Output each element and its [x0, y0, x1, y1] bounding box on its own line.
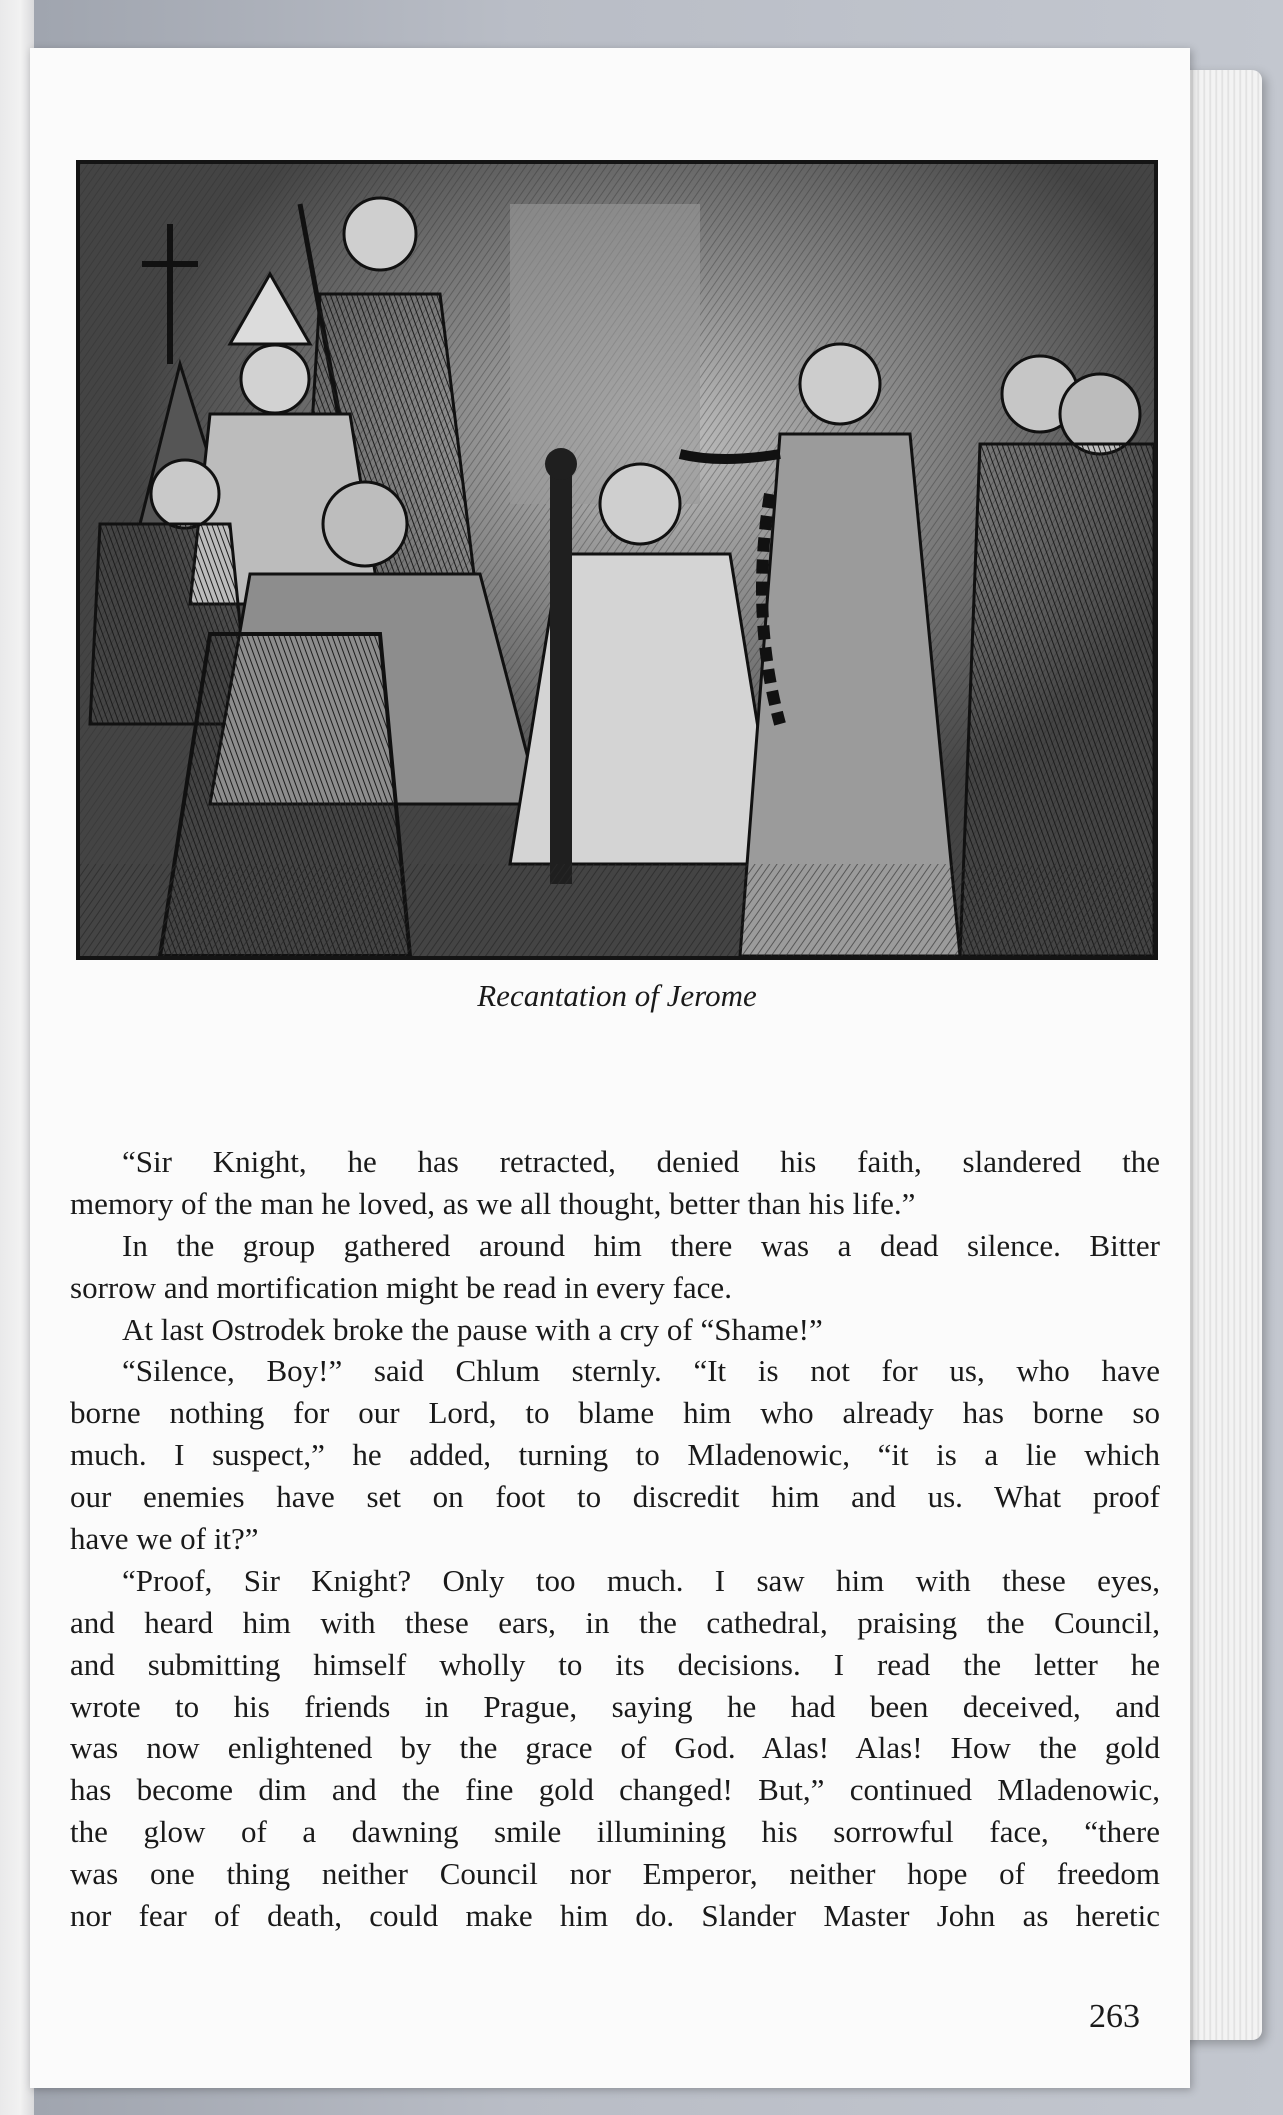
text-line: At last Ostrodek broke the pause with a cry of “Shame!”: [122, 1311, 823, 1347]
text-line: borne nothing for our Lord, to blame him who already has borne so: [70, 1395, 1160, 1431]
body-text: [70, 1141, 1160, 1937]
illustration-caption: Recantation of Jerome: [477, 978, 757, 1013]
text-line: was now enlightened by the grace of God. Alas! Alas! How the gold: [70, 1730, 1160, 1766]
text-line: memory of the man he loved, as we all thought, better than his life.”: [70, 1185, 916, 1221]
text-line: and heard him with these ears, in the cathedral, praising the Council,: [70, 1604, 1160, 1640]
text-line: the glow of a dawning smile illumining his sorrowful face, “there: [70, 1814, 1160, 1850]
facing-page-edge: [0, 0, 34, 2115]
text-line: “Proof, Sir Knight? Only too much. I saw him with these eyes,: [122, 1562, 1160, 1598]
text-line: “Silence, Boy!” said Chlum sternly. “It is not for us, who have: [122, 1353, 1160, 1389]
text-line: has become dim and the fine gold changed! But,” continued Mladenowic,: [70, 1772, 1160, 1808]
book-page: [30, 48, 1190, 2088]
text-line: sorrow and mortification might be read in every face.: [70, 1269, 732, 1305]
text-line: nor fear of death, could make him do. Slander Master John as heretic: [70, 1898, 1160, 1934]
text-line: have we of it?”: [70, 1521, 259, 1557]
text-line: In the group gathered around him there was a dead silence. Bitter: [122, 1227, 1160, 1263]
text-line: wrote to his friends in Prague, saying he had been deceived, and: [70, 1688, 1160, 1724]
engraving-illustration: [76, 160, 1158, 960]
page-number: 263: [1089, 1998, 1140, 2035]
text-line: much. I suspect,” he added, turning to Mladenowic, “it is a lie which: [70, 1437, 1160, 1473]
text-line: our enemies have set on foot to discredit him and us. What proof: [70, 1479, 1160, 1515]
text-line: “Sir Knight, he has retracted, denied his faith, slandered the: [122, 1144, 1160, 1179]
engraving-art: [80, 164, 1154, 956]
text-line: was one thing neither Council nor Emperor, neither hope of freedom: [70, 1856, 1160, 1892]
text-line: and submitting himself wholly to its decisions. I read the letter he: [70, 1646, 1160, 1682]
